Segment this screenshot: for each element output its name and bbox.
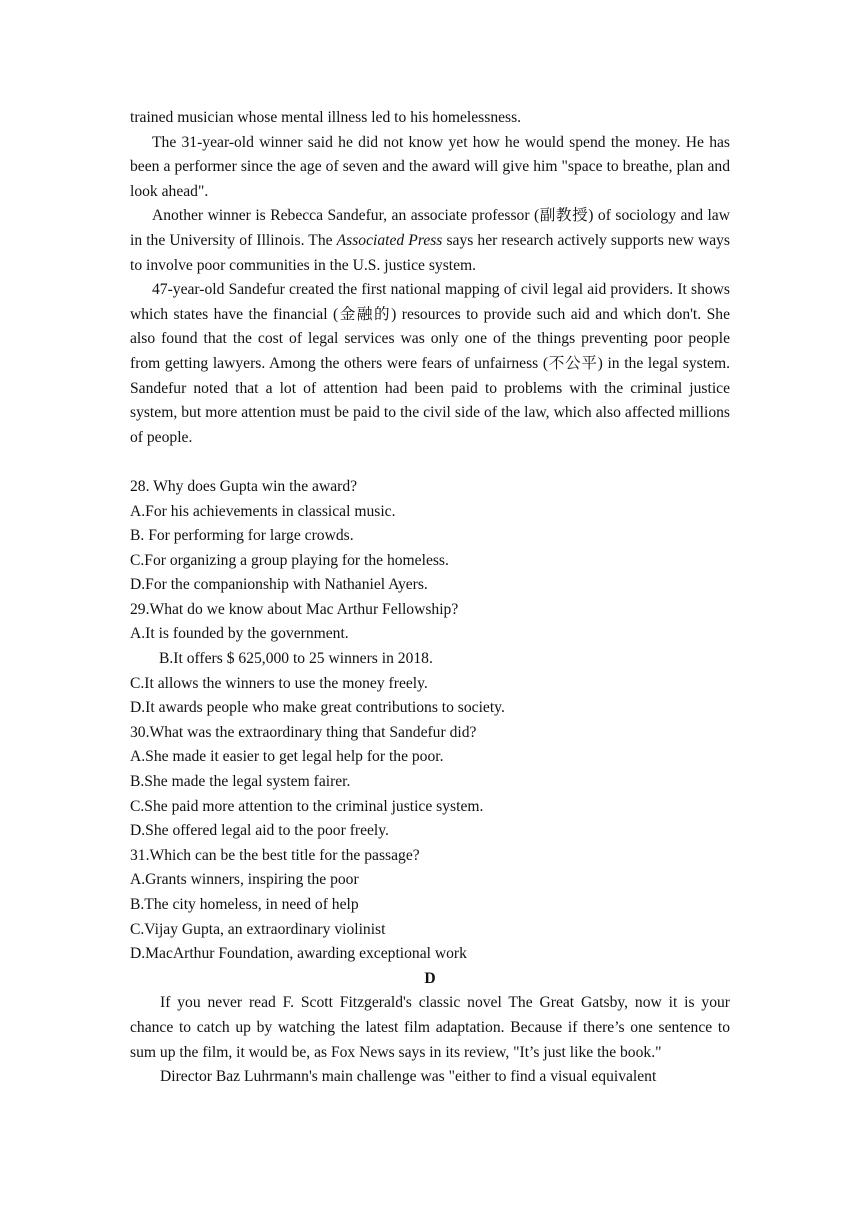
option-a: A.She made it easier to get legal help for the poor.	[130, 748, 444, 766]
option-b: B.The city homeless, in need of help	[130, 896, 359, 913]
question-31	[130, 844, 730, 967]
option-c: C.It allows the winners to use the money freely.	[130, 674, 428, 692]
option-d: D.It awards people who make great contributions to society.	[130, 699, 505, 717]
paragraph-2-text-b: says her research actively supports new ways to involve poor communities in the U.S. justice system.	[130, 231, 730, 274]
paragraph-2-text-a: Another winner is Rebecca Sandefur, an associate professor (副教授) of sociology and law in the University of Illinois. The	[130, 207, 730, 249]
option-d: D.She offered legal aid to the poor freely.	[130, 822, 389, 840]
option-c: C.Vijay Gupta, an extraordinary violinist	[130, 920, 386, 938]
passage-d-paragraph-2: Director Baz Luhrmann's main challenge was "either to find a visual equivalent	[160, 1068, 657, 1086]
option-c: C.She paid more attention to the criminal justice system.	[130, 797, 484, 815]
passage-d-paragraph-1: If you never read F. Scott Fitzgerald's classic novel The Great Gatsby, now it is your chance to catch up by watching the latest film adaptation. Because if there’s one sentence to sum up the film, it would be, as Fox News says in its review, "It’s just like the book."	[130, 994, 730, 1061]
question-stem: 28. Why does Gupta win the award?	[130, 477, 358, 495]
option-a: A.Grants winners, inspiring the poor	[130, 871, 359, 889]
option-b: B.She made the legal system fairer.	[130, 773, 351, 791]
question-28	[130, 475, 730, 598]
blank-line	[130, 450, 730, 475]
passage-c-paragraph-3: 47-year-old Sandefur created the first national mapping of civil legal aid providers. It shows which states have the financial (金融的) resources to provide such aid and which don't. She also found that the cost of legal services was only one of the things preventing poor people from getting lawyers. Among the others were fears of unfairness (不公平) in the legal system. Sandefur noted that a lot of attention had been paid to problems with the criminal justice system, but more attention must be paid to the civil side of the law, which also affected millions of people.	[130, 281, 730, 446]
option-b: B.It offers $ 625,000 to 25 winners in 2018.	[159, 650, 433, 668]
option-d: D.MacArthur Foundation, awarding exceptional work	[130, 945, 467, 963]
question-stem: 29.What do we know about Mac Arthur Fellowship?	[130, 600, 459, 618]
passage-c-paragraph-1: The 31-year-old winner said he did not know yet how he would spend the money. He has been a performer since the age of seven and the award will give him "space to breathe, plan and look ahead".	[130, 133, 730, 200]
passage-c-paragraph-0: trained musician whose mental illness led to his homelessness.	[130, 109, 522, 126]
section-heading-d: D	[424, 969, 436, 987]
option-a: A.It is founded by the government.	[130, 625, 349, 643]
option-b: B. For performing for large crowds.	[130, 527, 354, 545]
question-29	[130, 598, 730, 721]
question-30	[130, 721, 730, 844]
passage-c-paragraph-2	[130, 204, 730, 278]
question-stem: 30.What was the extraordinary thing that Sandefur did?	[130, 723, 477, 741]
option-d: D.For the companionship with Nathaniel Ayers.	[130, 576, 428, 594]
associated-press-italic: Associated Press	[336, 231, 443, 249]
option-a: A.For his achievements in classical music.	[130, 502, 396, 520]
option-c: C.For organizing a group playing for the homeless.	[130, 551, 449, 569]
document-page	[130, 106, 730, 1090]
question-stem: 31.Which can be the best title for the passage?	[130, 846, 420, 864]
